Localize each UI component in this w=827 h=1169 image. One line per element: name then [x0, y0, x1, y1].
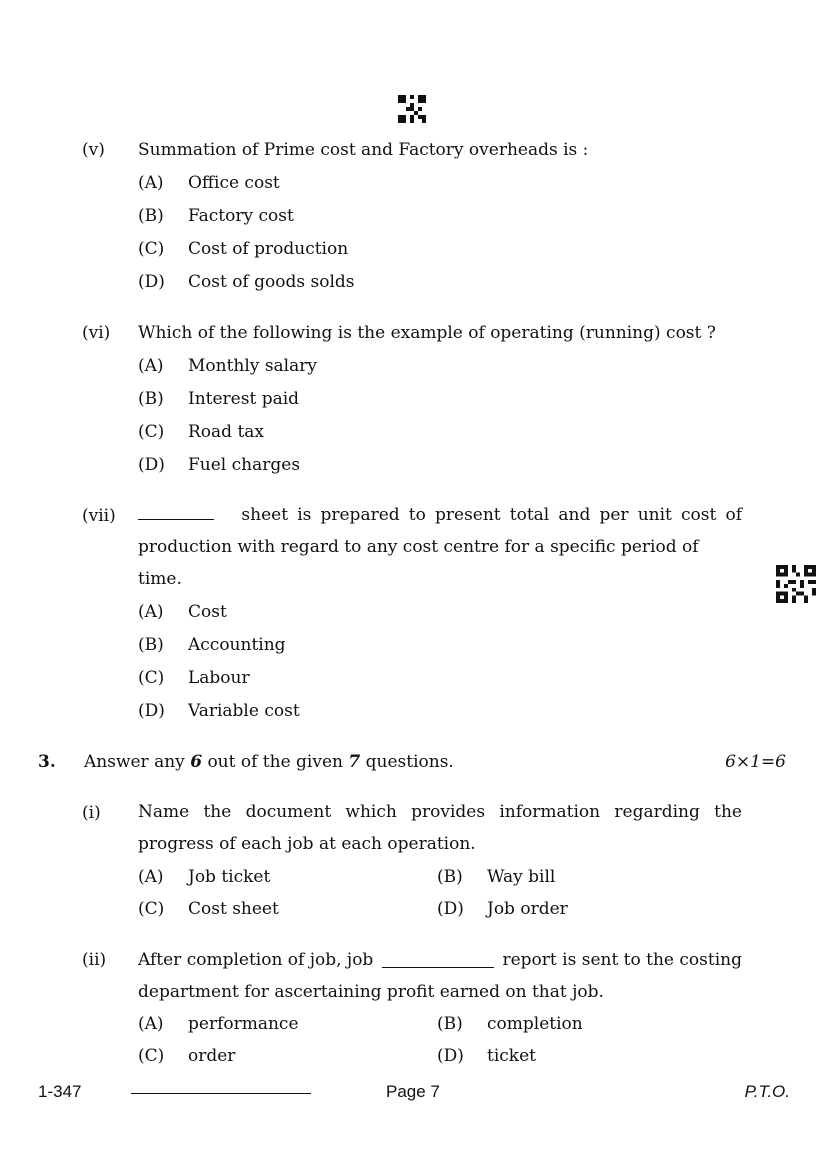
- question-main-number: 3.: [38, 752, 56, 772]
- option-label: (A): [138, 356, 164, 376]
- option-text: Way bill: [487, 867, 556, 887]
- option-label: (B): [138, 635, 164, 655]
- option-label: (B): [437, 867, 463, 887]
- instruction-text: questions.: [365, 752, 454, 772]
- option-text: Fuel charges: [188, 455, 301, 475]
- option-label: (D): [138, 701, 165, 721]
- option-label: (A): [138, 867, 164, 887]
- question-number: (ii): [82, 950, 107, 970]
- option-label: (B): [138, 206, 164, 226]
- question-stem-text: sheet is prepared to present total and per unit cost of production with regard to any cost centre for a specific period of: [138, 505, 742, 557]
- pto-label: P.T.O.: [744, 1082, 790, 1101]
- question-number: (vi): [82, 323, 111, 343]
- instruction-count: 7: [348, 752, 361, 772]
- question-number: (i): [82, 803, 101, 823]
- question-stem: [138, 797, 742, 829]
- option-text: Variable cost: [188, 701, 300, 721]
- option-label: (D): [437, 899, 464, 919]
- question-stem-last-line: time.: [138, 569, 182, 589]
- option-label: (D): [437, 1046, 464, 1066]
- question-stem-text: After completion of job, job: [138, 950, 374, 970]
- option-text: Interest paid: [188, 389, 300, 409]
- option-label: (B): [138, 389, 164, 409]
- option-label: (C): [138, 1046, 165, 1066]
- question-instruction: [84, 752, 454, 772]
- option-text: Cost of goods solds: [188, 272, 355, 292]
- option-text: Road tax: [188, 422, 265, 442]
- option-label: (C): [138, 422, 165, 442]
- question-stem: [138, 950, 742, 970]
- fill-in-blank: [382, 953, 494, 968]
- option-label: (C): [138, 899, 165, 919]
- option-text: Cost of production: [188, 239, 349, 259]
- option-text: Cost sheet: [188, 899, 279, 919]
- question-stem-line: Name the document which provides information regarding the: [138, 802, 742, 822]
- question-number: (v): [82, 140, 105, 160]
- option-label: (A): [138, 173, 164, 193]
- option-label: (D): [138, 272, 165, 292]
- option-text: performance: [188, 1014, 299, 1034]
- instruction-text: Answer any: [84, 752, 185, 772]
- marks: 6×1=6: [725, 752, 786, 772]
- option-label: (C): [138, 668, 165, 688]
- option-text: completion: [487, 1014, 583, 1034]
- option-label: (C): [138, 239, 165, 259]
- question-stem: [138, 500, 742, 563]
- question-stem-line: department for ascertaining profit earned on that job.: [138, 982, 604, 1002]
- paper-code: 1-347: [38, 1082, 82, 1101]
- option-label: (A): [138, 602, 164, 622]
- instruction-text: out of the given: [207, 752, 343, 772]
- option-label: (B): [437, 1014, 463, 1034]
- instruction-count: 6: [190, 752, 203, 772]
- option-text: Factory cost: [188, 206, 294, 226]
- option-text: Labour: [188, 668, 250, 688]
- option-text: Office cost: [188, 173, 280, 193]
- option-text: Job ticket: [188, 867, 271, 887]
- question-stem: Summation of Prime cost and Factory overheads is :: [138, 140, 589, 160]
- option-text: Cost: [188, 602, 227, 622]
- qr-code-top: [398, 95, 426, 123]
- option-text: Accounting: [188, 635, 286, 655]
- question-number: (vii): [82, 506, 116, 526]
- footer-divider: [131, 1093, 311, 1094]
- option-text: Monthly salary: [188, 356, 317, 376]
- option-text: ticket: [487, 1046, 536, 1066]
- option-label: (A): [138, 1014, 164, 1034]
- qr-code-side: [776, 565, 816, 603]
- question-stem-line: progress of each job at each operation.: [138, 834, 476, 854]
- page-number: Page 7: [386, 1082, 440, 1101]
- question-stem-text: report is sent to the costing: [502, 950, 742, 970]
- option-label: (D): [138, 455, 165, 475]
- option-text: order: [188, 1046, 236, 1066]
- fill-in-blank: [138, 505, 214, 520]
- question-stem: Which of the following is the example of operating (running) cost ?: [138, 323, 716, 343]
- option-text: Job order: [487, 899, 568, 919]
